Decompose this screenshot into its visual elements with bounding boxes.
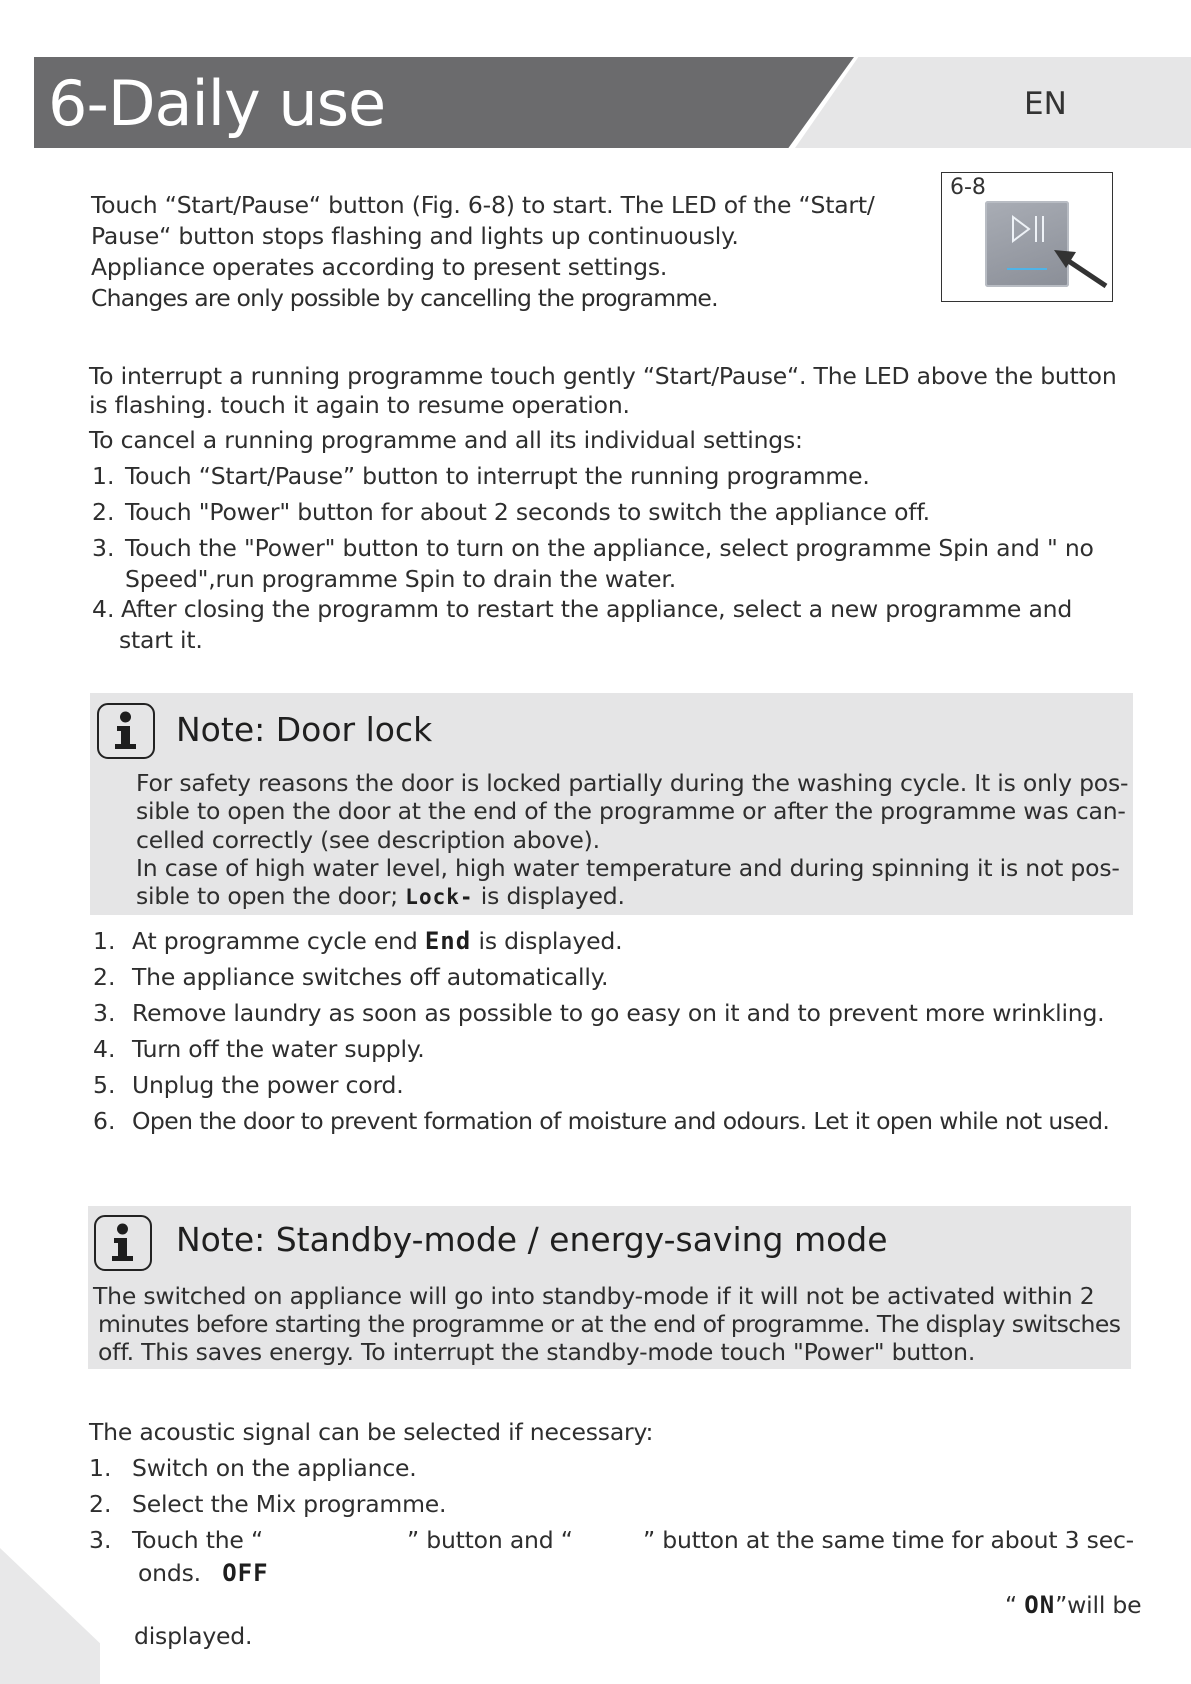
end-step-5: Unplug the power cord. — [132, 1071, 404, 1099]
note-standby-line-1: The switched on appliance will go into standby-mode if it will not be activated within 2 — [93, 1282, 1095, 1310]
note-door-line-5-after: is displayed. — [480, 882, 625, 910]
interrupt-line-2: is flashing. touch it again to resume operation. — [89, 391, 630, 419]
cancel-step-3-cont: Speed",run programme Spin to drain the water. — [125, 565, 676, 593]
end-step-1 — [132, 926, 622, 957]
cancel-step-number: 3. — [92, 534, 115, 562]
note-door-line-3: celled correctly (see description above). — [136, 826, 600, 854]
cancel-step-4-cont: start it. — [119, 626, 203, 654]
cancel-step-2: Touch "Power" button for about 2 seconds to switch the appliance off. — [125, 498, 930, 526]
cancel-step-1: Touch “Start/Pause” button to interrupt the running programme. — [125, 462, 870, 490]
arrow-pointer-icon — [1050, 238, 1112, 294]
figure-label: 6-8 — [950, 175, 986, 200]
acoustic-step-1: Switch on the appliance. — [132, 1454, 417, 1482]
note-door-line-4: In case of high water level, high water temperature and during spinning it is not pos- — [136, 854, 1120, 882]
note-standby-line-3: off. This saves energy. To interrupt the standby-mode touch "Power" button. — [98, 1338, 976, 1366]
info-icon — [94, 1215, 152, 1271]
intro-line-4: Changes are only possible by cancelling the programme. — [91, 284, 718, 312]
acoustic-step-3-line-2 — [138, 1558, 269, 1589]
interrupt-line-1: To interrupt a running programme touch gently “Start/Pause“. The LED above the button — [89, 362, 1117, 390]
acoustic-step-3-part-2: ” button and “ — [407, 1526, 573, 1554]
on-quote-open: “ — [1005, 1591, 1017, 1619]
cancel-step-number: 1. — [92, 462, 115, 490]
acoustic-on-line — [1005, 1590, 1141, 1621]
intro-line-2: Pause“ button stops flashing and lights up continuously. — [91, 222, 739, 250]
note-door-lock-title: Note: Door lock — [176, 710, 433, 749]
cancel-step-number: 4. — [92, 595, 115, 623]
acoustic-step-number: 1. — [89, 1454, 112, 1482]
acoustic-step-3-part-3: ” button at the same time for about 3 sec- — [643, 1526, 1134, 1554]
acoustic-step-3-part-1: Touch the “ — [132, 1526, 263, 1554]
end-step-number: 2. — [93, 963, 116, 991]
end-step-4: Turn off the water supply. — [132, 1035, 425, 1063]
intro-line-3: Appliance operates according to present settings. — [91, 253, 668, 281]
end-step-number: 5. — [93, 1071, 116, 1099]
note-standby-line-2: minutes before starting the programme or at the end of programme. The display switsches — [98, 1310, 1121, 1338]
cancel-step-number: 2. — [92, 498, 115, 526]
end-step-number: 1. — [93, 927, 116, 955]
on-will-be: ”will be — [1055, 1591, 1142, 1619]
note-door-line-5-before: sible to open the door; — [136, 882, 399, 910]
note-door-line-2: sible to open the door at the end of the programme or after the programme was can- — [136, 797, 1126, 825]
end-step-number: 4. — [93, 1035, 116, 1063]
off-display-code: OFF — [222, 1559, 269, 1587]
note-standby-title: Note: Standby-mode / energy-saving mode — [176, 1220, 888, 1259]
header-lang-tab — [795, 57, 1191, 148]
acoustic-step-3-onds: onds. — [138, 1559, 201, 1587]
acoustic-step-number: 3. — [89, 1526, 112, 1554]
note-door-line-5 — [136, 881, 625, 913]
end-step-3: Remove laundry as soon as possible to go easy on it and to prevent more wrinkling. — [132, 999, 1105, 1027]
acoustic-displayed: displayed. — [134, 1622, 253, 1650]
acoustic-step-number: 2. — [89, 1490, 112, 1518]
end-step-1-before: At programme cycle end — [132, 927, 418, 955]
on-display-code: ON — [1024, 1591, 1056, 1619]
intro-line-1: Touch “Start/Pause“ button (Fig. 6-8) to start. The LED of the “Start/ — [91, 191, 875, 219]
end-step-1-after: is displayed. — [478, 927, 623, 955]
note-door-line-1: For safety reasons the door is locked partially during the washing cycle. It is only pos- — [136, 769, 1129, 797]
cancel-step-3: Touch the "Power" button to turn on the appliance, select programme Spin and " no — [125, 534, 1094, 562]
acoustic-step-2: Select the Mix programme. — [132, 1490, 447, 1518]
language-label: EN — [1024, 86, 1067, 122]
end-step-number: 3. — [93, 999, 116, 1027]
end-step-number: 6. — [93, 1107, 116, 1135]
lock-display-code: Lock- — [405, 885, 474, 909]
page-title: 6-Daily use — [48, 67, 386, 140]
info-icon — [97, 703, 155, 759]
cancel-step-4: After closing the programm to restart the appliance, select a new programme and — [121, 595, 1073, 623]
end-step-6: Open the door to prevent formation of moisture and odours. Let it open while not used. — [132, 1107, 1110, 1135]
interrupt-line-3: To cancel a running programme and all its individual settings: — [89, 426, 803, 454]
end-display-code: End — [424, 927, 472, 955]
end-step-2: The appliance switches off automatically. — [132, 963, 609, 991]
page-corner-decoration — [0, 1548, 100, 1684]
acoustic-intro: The acoustic signal can be selected if necessary: — [89, 1418, 654, 1446]
